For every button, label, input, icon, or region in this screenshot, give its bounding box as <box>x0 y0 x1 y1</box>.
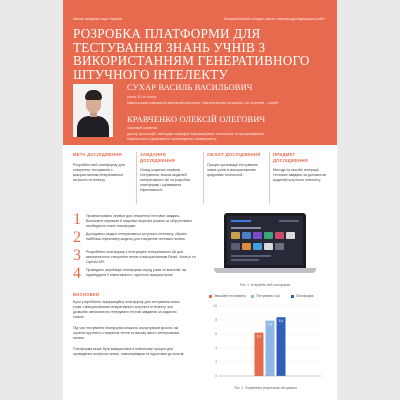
conclusion-paragraph: Було розроблено інформаційну платформу для тестування знань учнів з використанням генеративного штучного інтелекту, яка дозволяє автоматично генерувати тестові завдання за заданою темою. <box>73 300 180 319</box>
step-number: 4 <box>73 265 81 282</box>
step-item <box>73 267 198 285</box>
y-tick-label: 0 <box>215 374 217 378</box>
step-text: Проведено апробацію платформи серед учнів та вчителів, які підтвердили її ефективність і зручність використання. <box>86 268 187 277</box>
conclusions-heading: ВИСНОВКИ <box>73 292 100 297</box>
tasks-section <box>140 152 197 193</box>
step-number: 3 <box>73 247 81 264</box>
y-tick-label: 6 <box>215 332 217 336</box>
subject-section <box>273 152 330 183</box>
conclusions-text <box>73 300 188 363</box>
legend-item <box>291 294 313 298</box>
section-text: Процес організації тестування знань учнів із використанням цифрових технологій. <box>207 162 258 177</box>
supervisor-role: науковий керівник <box>127 126 158 130</box>
legend-label: Платформа <box>296 294 314 298</box>
figure-caption: Рис. 1. Інтерфейс веб-платформи <box>239 283 291 287</box>
supervisor-degree: доктор філософії, викладач кафедри інформаційних технологій та програмування <box>127 131 265 136</box>
section-text: Розробити веб-платформу для створення тестування з використанням генеративного штучного інтелекту. <box>73 162 125 182</box>
column-divider <box>203 152 204 204</box>
legend-label: Звичайне тестування <box>214 294 246 298</box>
conclusion-paragraph: Під час тестування платформи кількість користувачів зросла, які оцінили зручність створення тестів та високу якість згенерованих питань. <box>73 326 180 340</box>
step-item <box>73 231 198 249</box>
bar-3 <box>277 317 286 376</box>
bar-1 <box>255 333 264 376</box>
section-text: Методи та засоби генерації тестових завдань за допомогою моделей штучного інтелекту. <box>273 168 327 182</box>
goal-section <box>73 152 130 183</box>
y-tick-label: 2 <box>215 360 217 364</box>
author-role: учень 10-го класу <box>127 95 157 99</box>
step-text: Досліджено моделі генеративного штучного інтелекту, обрано найбільш ефективну модель для створення тестових питань. <box>86 232 187 241</box>
section-title: ЗАВДАННЯ ДОСЛІДЖЕННЯ <box>140 152 175 163</box>
competition-label: Всеукраїнський конкурс-захист науково-дослідницьких робіт <box>224 17 325 21</box>
research-summary <box>73 152 333 204</box>
section-title: ОБ'ЄКТ ДОСЛІДЖЕННЯ <box>207 152 261 157</box>
poster-page <box>63 0 337 400</box>
object-section <box>207 152 264 178</box>
author-name: СУХАР ВАСИЛЬ ВАСИЛЬОВИЧ <box>127 83 253 92</box>
author-school: Ізмаїльський навчально-виховний комплекс «Загальноосвітня школа І–ІІІ ступенів – ліцей» <box>127 100 279 105</box>
step-text: Розроблено платформу з інтеграцією генеративного ШІ для автоматичного створення тестів із використанням React, Node.js та OpenAI API. <box>86 250 196 264</box>
bar-2 <box>266 321 275 376</box>
section-text: Огляд існуючих сервісів тестування, аналіз моделей генеративного ШІ та розробка платформи і оцінювання ефективності. <box>140 168 191 192</box>
step-item <box>73 213 198 231</box>
y-tick-label: 4 <box>215 346 217 350</box>
y-tick-label: 10 <box>213 304 217 308</box>
platform-screenshot <box>211 213 319 285</box>
bar-value-label: 7,9 <box>267 322 273 327</box>
legend-swatch <box>251 295 254 298</box>
laptop-screen <box>224 213 306 268</box>
step-number: 1 <box>73 211 81 228</box>
conclusion-paragraph: Платформа може бути використана в освітньому процесі для проведення контролю знань, самоперевірки та підготовки до іспитів. <box>73 347 185 356</box>
supervisor-info <box>127 126 327 143</box>
legend-swatch <box>209 295 212 298</box>
section-title: ПРЕДМЕТ ДОСЛІДЖЕННЯ <box>273 152 308 163</box>
author-photo <box>73 84 113 137</box>
column-divider <box>136 152 137 204</box>
bar-value-label: 8,4 <box>278 319 284 324</box>
results-chart <box>203 292 328 392</box>
step-item <box>73 249 198 267</box>
section-title: МЕТА ДОСЛІДЖЕННЯ <box>73 152 123 157</box>
legend-label: Тестування з ШІ <box>256 294 280 298</box>
poster-header <box>63 0 337 145</box>
bar-value-label: 6,2 <box>256 334 262 339</box>
author-info <box>127 95 327 106</box>
step-number: 2 <box>73 229 81 246</box>
step-text: Проаналізовано сервіси для створення тестових завдань. Визначено переваги й недоліки існуючих рішень та обґрунтовано необхідність нової платформи. <box>86 214 193 228</box>
legend-item <box>251 294 280 298</box>
laptop-base <box>214 268 316 273</box>
organization-label: Малая академія наук України <box>73 17 123 21</box>
column-divider <box>269 152 270 204</box>
chart-caption: Рис. 2. Порівняння результатів тестування <box>234 386 297 390</box>
supervisor-name: КРАВЧЕНКО ОЛЕКСІЙ ОЛЕГОВИЧ <box>127 115 266 124</box>
app-interface-image <box>227 216 303 265</box>
poster-title: РОЗРОБКА ПЛАТФОРМИ ДЛЯ ТЕСТУВАННЯ ЗНАНЬ УЧНІВ З ВИКОРИСТАННЯМ ГЕНЕРАТИВНОГО ШТУЧНОГО ІНТЕЛЕКТУ <box>73 26 310 82</box>
results-steps <box>73 213 198 285</box>
supervisor-university: Ізмаїльського державного гуманітарного університету <box>127 137 217 141</box>
y-tick-label: 8 <box>215 318 217 322</box>
legend-item <box>209 294 246 298</box>
legend-swatch <box>291 295 294 298</box>
bar-chart-canvas <box>203 300 328 384</box>
